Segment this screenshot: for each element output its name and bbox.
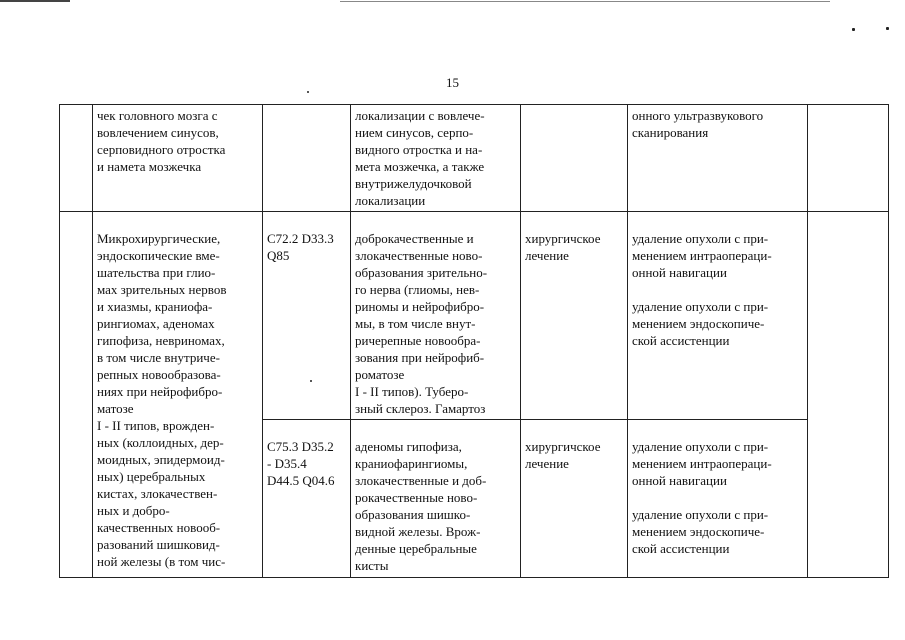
scan-speck: [307, 91, 309, 93]
method-text: удаление опухоли с при- менением интраопераци- онной навигации удаление опухоли с при- менением эндоскопиче- ской ассистенции: [632, 231, 772, 348]
icd-codes: C72.2 D33.3 Q85: [267, 231, 334, 263]
cell-treatment: [521, 212, 628, 420]
patient-model-text: доброкачественные и злокачественные ново- образования зрительно- го нерва (глиомы, нев- риномы и нейрофибро- мы, в том числе внут- ричерепные новообра- зования при нейрофиб- роматозе I - II типов). Туберо- зный склероз. Гамартоз: [355, 231, 488, 416]
cell-intervention: [93, 212, 263, 578]
method-text: удаление опухоли с при- менением интраопераци- онной навигации удаление опухоли с при- менением эндоскопиче- ской ассистенции: [632, 439, 772, 556]
scan-speck: [852, 28, 855, 31]
cell-codes: [263, 105, 351, 212]
table-row: [60, 212, 889, 420]
cell-patient-model: [351, 420, 521, 578]
method-text: онного ультразвукового сканирования: [632, 108, 764, 140]
medical-care-table: [59, 104, 889, 578]
cell-codes: [263, 212, 351, 420]
cell-intervention: [93, 105, 263, 212]
intervention-text: Микрохирургические, эндоскопические вме- шательства при глио- мах зрительных нервов и хиазмы, краниофа- рингиомах, аденомах гипофиза, невриномах, в том числе внутриче- репных новообразова- ниях при нейрофибро- матозе I - II типов, врожден- ных (коллоидных, дер- моидных, эпидермоид- ных) церебральных кистах, злокачествен- ных и добро- качественных новооб- разований шишковид- ной железы (в том чис-: [97, 231, 227, 569]
intervention-text: чек головного мозга с вовлечением синусов, серповидного отростка и намета мозжечка: [97, 108, 226, 174]
cell-treatment: [521, 105, 628, 212]
cell-number: [60, 212, 93, 578]
treatment-type: хирургичское лечение: [525, 439, 601, 471]
cell-number: [60, 105, 93, 212]
cell-cost: [808, 212, 889, 578]
cell-codes: [263, 420, 351, 578]
cell-method: [628, 212, 808, 420]
page-number: 15: [446, 75, 459, 90]
cell-treatment: [521, 420, 628, 578]
patient-model-text: локализации с вовлече- нием синусов, серпо- видного отростка и на- мета мозжечка, а также внутрижелудочковой локализации: [355, 108, 485, 208]
treatment-type: хирургичское лечение: [525, 231, 601, 263]
cell-patient-model: [351, 212, 521, 420]
scan-top-edge: [0, 0, 905, 3]
cell-cost: [808, 105, 889, 212]
cell-patient-model: [351, 105, 521, 212]
icd-codes: C75.3 D35.2 - D35.4 D44.5 Q04.6: [267, 439, 335, 488]
cell-method: [628, 420, 808, 578]
cell-method: [628, 105, 808, 212]
scan-speck: [886, 27, 889, 30]
patient-model-text: аденомы гипофиза, краниофарингиомы, злокачественные и доб- рокачественные ново- образования шишко- видной железы. Врож- денные церебральные кисты: [355, 439, 487, 573]
table-row: [60, 105, 889, 212]
